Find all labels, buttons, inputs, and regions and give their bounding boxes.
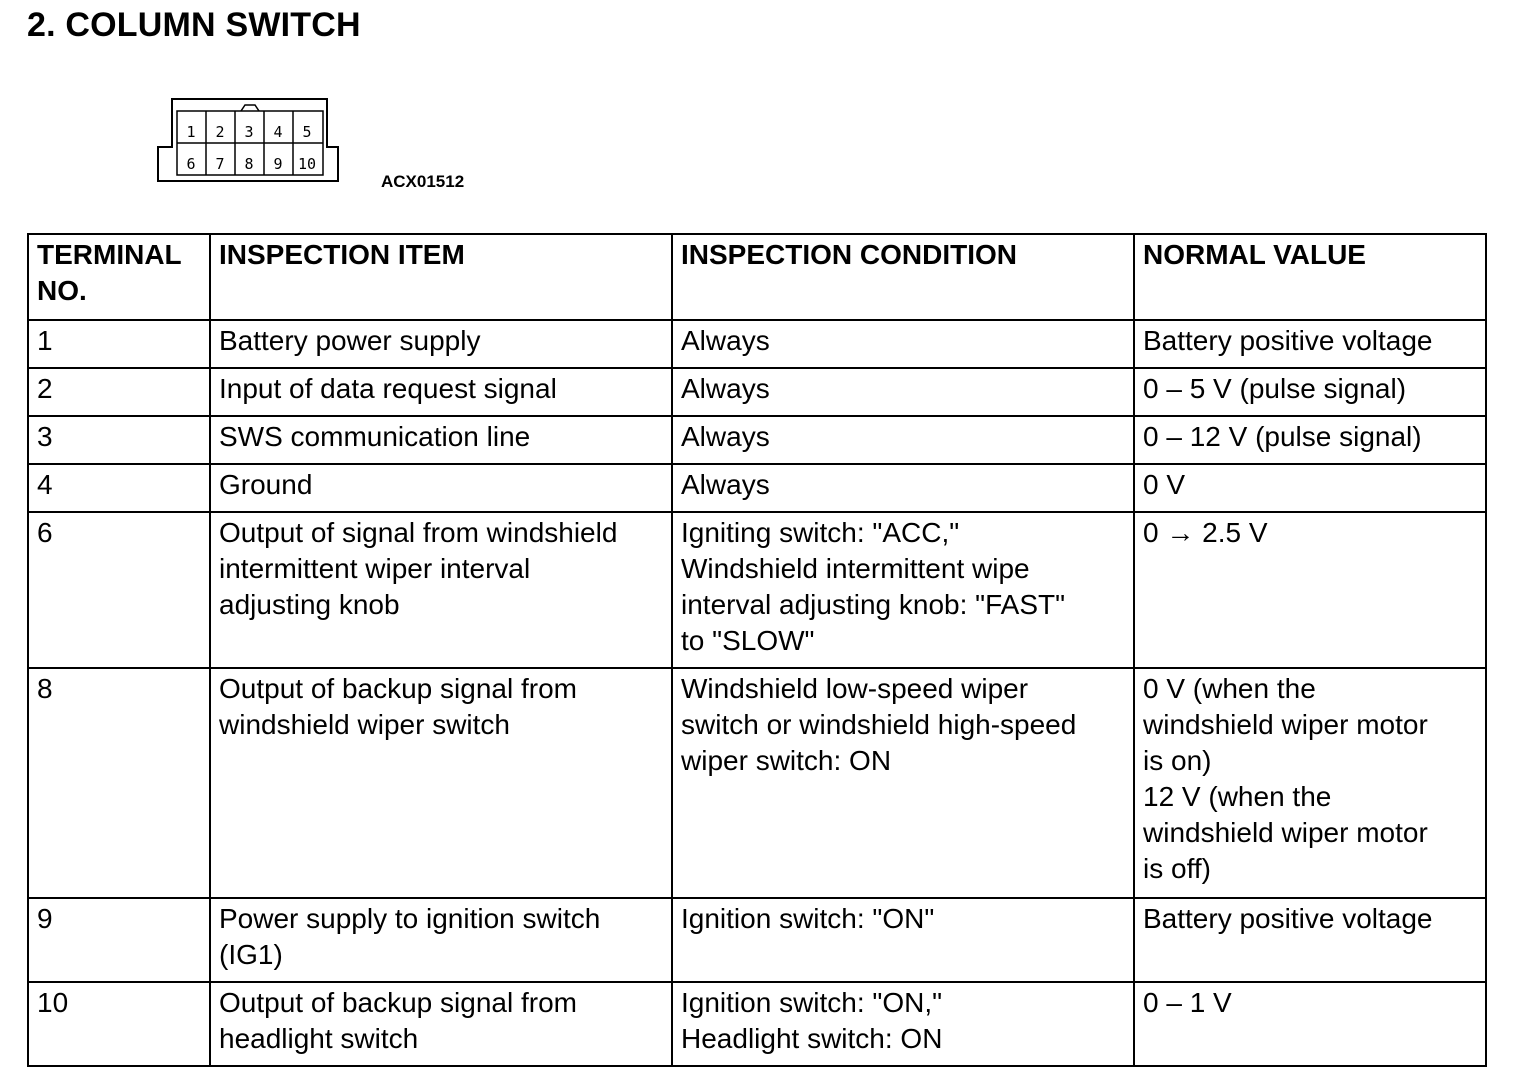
cell-normal-value: [1134, 982, 1486, 1066]
connector-key: [241, 105, 259, 111]
cell-line: 0 – 1 V: [1143, 987, 1232, 1018]
connector-pin-label: 7: [215, 155, 225, 173]
header-terminal-no: TERMINAL NO.: [28, 234, 210, 320]
cell-inspection-condition: [672, 898, 1134, 982]
cell-line: interval adjusting knob: "FAST": [681, 589, 1066, 620]
cell-line: Ignition switch: "ON,": [681, 987, 943, 1018]
header-normal-value: NORMAL VALUE: [1134, 234, 1486, 320]
connector-pin-label: 9: [273, 155, 283, 173]
cell-line: Igniting switch: "ACC,": [681, 517, 960, 548]
table-row: [28, 668, 1486, 898]
cell-normal-value: [1134, 668, 1486, 898]
cell-normal-value: [1134, 898, 1486, 982]
cell-normal-value: [1134, 368, 1486, 416]
cell-terminal-no: 10: [28, 982, 210, 1066]
cell-line: is off): [1143, 853, 1211, 884]
table-header-row: [28, 234, 1486, 320]
cell-inspection-item: [210, 982, 672, 1066]
cell-line: Windshield low-speed wiper: [681, 673, 1029, 704]
table-row: [28, 416, 1486, 464]
cell-line: 0 V (when the: [1143, 673, 1316, 704]
cell-line: to "SLOW": [681, 625, 815, 656]
connector-pin-label: 3: [244, 123, 254, 141]
cell-line: headlight switch: [219, 1023, 419, 1054]
table-row: [28, 320, 1486, 368]
cell-inspection-condition: [672, 512, 1134, 668]
cell-line: windshield wiper motor: [1143, 817, 1428, 848]
table-row: [28, 512, 1486, 668]
cell-line: Always: [681, 421, 770, 452]
cell-normal-value: [1134, 464, 1486, 512]
table-row: [28, 464, 1486, 512]
connector-diagram: [155, 95, 345, 187]
cell-line: windshield wiper motor: [1143, 709, 1428, 740]
cell-inspection-condition: [672, 464, 1134, 512]
connector-pin-label: 2: [215, 123, 225, 141]
cell-terminal-no: 4: [28, 464, 210, 512]
cell-inspection-condition: [672, 416, 1134, 464]
cell-line: 0 – 5 V (pulse signal): [1143, 373, 1407, 404]
cell-line: Always: [681, 325, 770, 356]
cell-line: is on): [1143, 745, 1212, 776]
cell-line: Ignition switch: "ON": [681, 903, 935, 934]
cell-inspection-item: [210, 668, 672, 898]
cell-line: Headlight switch: ON: [681, 1023, 943, 1054]
inspection-table: [27, 233, 1487, 1067]
cell-line: Windshield intermittent wipe: [681, 553, 1030, 584]
cell-normal-value: [1134, 320, 1486, 368]
cell-terminal-no: 6: [28, 512, 210, 668]
cell-terminal-no: 3: [28, 416, 210, 464]
cell-terminal-no: 1: [28, 320, 210, 368]
cell-line: Output of backup signal from: [219, 987, 577, 1018]
connector-pin-label: 5: [302, 123, 312, 141]
connector-pin-label: 4: [273, 123, 283, 141]
cell-line: SWS communication line: [219, 421, 531, 452]
cell-line: windshield wiper switch: [219, 709, 511, 740]
header-inspection-condition: INSPECTION CONDITION: [672, 234, 1134, 320]
cell-terminal-no: 8: [28, 668, 210, 898]
connector-pin-label: 6: [186, 155, 196, 173]
cell-inspection-item: [210, 464, 672, 512]
cell-line: wiper switch: ON: [681, 745, 892, 776]
cell-line: Always: [681, 373, 770, 404]
cell-line: intermittent wiper interval: [219, 553, 531, 584]
cell-inspection-item: [210, 512, 672, 668]
cell-line: Input of data request signal: [219, 373, 557, 404]
cell-terminal-no: 9: [28, 898, 210, 982]
cell-line: Battery power supply: [219, 325, 481, 356]
cell-inspection-item: [210, 320, 672, 368]
cell-line: 12 V (when the: [1143, 781, 1332, 812]
cell-inspection-condition: [672, 982, 1134, 1066]
page-title: 2. COLUMN SWITCH: [27, 6, 361, 44]
cell-line: switch or windshield high-speed: [681, 709, 1077, 740]
cell-inspection-condition: [672, 668, 1134, 898]
cell-normal-value: [1134, 512, 1486, 668]
cell-line: (IG1): [219, 939, 283, 970]
header-inspection-item: INSPECTION ITEM: [210, 234, 672, 320]
table-row: [28, 982, 1486, 1066]
table-row: [28, 368, 1486, 416]
cell-line: Output of signal from windshield: [219, 517, 618, 548]
cell-inspection-item: [210, 368, 672, 416]
cell-terminal-no: 2: [28, 368, 210, 416]
cell-line: Power supply to ignition switch: [219, 903, 601, 934]
cell-inspection-item: [210, 898, 672, 982]
cell-inspection-condition: [672, 368, 1134, 416]
connector-pin-label: 10: [297, 155, 317, 173]
cell-line: Always: [681, 469, 770, 500]
cell-line: adjusting knob: [219, 589, 400, 620]
cell-normal-value: [1134, 416, 1486, 464]
cell-line: Ground: [219, 469, 313, 500]
cell-line: 0 → 2.5 V: [1143, 517, 1268, 548]
connector-pin-label: 1: [186, 123, 196, 141]
cell-line: 0 V: [1143, 469, 1186, 500]
connector-pin-label: 8: [244, 155, 254, 173]
cell-inspection-item: [210, 416, 672, 464]
cell-line: Battery positive voltage: [1143, 903, 1433, 934]
figure-id: ACX01512: [381, 172, 465, 191]
cell-line: Output of backup signal from: [219, 673, 577, 704]
cell-line: Battery positive voltage: [1143, 325, 1433, 356]
table-row: [28, 898, 1486, 982]
cell-inspection-condition: [672, 320, 1134, 368]
cell-line: 0 – 12 V (pulse signal): [1143, 421, 1422, 452]
